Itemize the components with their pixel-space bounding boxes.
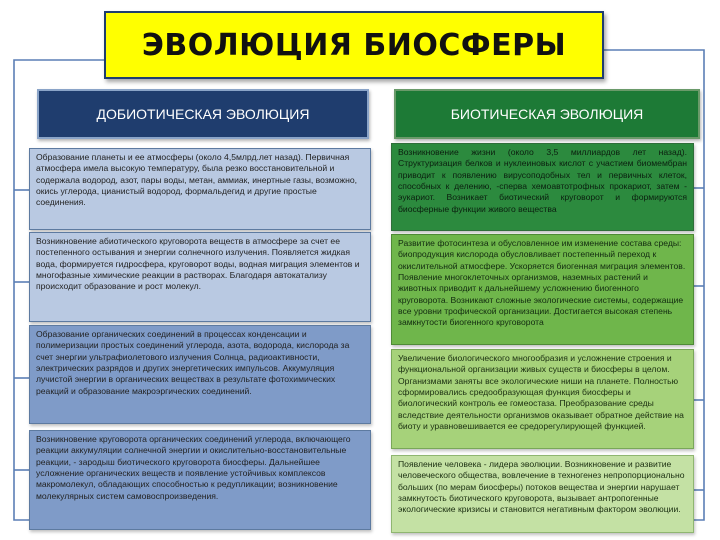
right-box-photosynthesis bbox=[391, 234, 694, 345]
right-box-biodiversity bbox=[391, 349, 694, 449]
title-box bbox=[104, 11, 604, 79]
right-box-text: Возникновение жизни (около 3,5 миллиардов лет назад). Структуризация белков и нуклеиновых кислот с участием биомембран приводит к появлению вирусоподобных тел и первичных клеток, способных к делению, -сперва хемоавтотрофных прокариот, затем - эукариот. Возникает биотический круговорот и формируются биосферные функции живого вещества bbox=[398, 147, 687, 214]
header-left-label: ДОБИОТИЧЕСКАЯ ЭВОЛЮЦИЯ bbox=[96, 106, 310, 122]
right-box-human-emergence bbox=[391, 455, 694, 533]
right-box-text: Развитие фотосинтеза и обусловленное им изменение состава среды: биопродукция кислорода обусловливает постепенный переход к окислительной атмосфере. Ускоряется биогенная миграция элементов. Появление многоклеточных организмов, наземных растений и животных приводит к дальнейшему усложнению биогенного круговорота. Возникают сложные экологические системы, содержащие все уровни трофической организации. Достигается высокая степень замкнутости биогенного круговорота bbox=[398, 238, 686, 328]
left-box-organic-compounds bbox=[29, 325, 371, 424]
right-box-text: Увеличение биологического многообразия и усложнение строения и функциональной организации живых существ и биосферы в целом. Организмами заняты все экологические ниши на планете. Полностью сформировались средообразующая функция биосферы и биологический контроль ее гомеостаза. Преобразование среды вследствие деятельности организмов оказывает обратное действие на биоту и уравновешивается ее средорегулирующей функцией. bbox=[398, 353, 684, 432]
left-box-text: Возникновение абиотического круговорота веществ в атмосфере за счет ее постепенного остывания и энергии солнечного излучения. Появляется жидкая вода, формируется гидросфера, круговорот воды, водная миграция элементов и многофазные химические реакции в растворах. Благодаря автокатализу происходит образование и рост молекул. bbox=[36, 236, 360, 292]
right-box-text: Появление человека - лидера эволюции. Возникновение и развитие человеческого общества, вовлечение в техногенез непропорционально больших (по мерам биосферы) потоков вещества и энергии нарушает замкнутость биотического круговорота, вызывает антропогенные экологические кризисы и становится негативным фактором эволюции. bbox=[398, 459, 685, 515]
right-box-origin-of-life bbox=[391, 143, 694, 231]
left-box-organic-cycle bbox=[29, 430, 371, 530]
left-box-text: Возникновение круговорота органических соединений углерода, включающего реакции аккумуляции солнечной энергии и окислительно-восстановительные реакции, - зародыш биотического круговорота биосферы. Дальнейшее усложнение органических веществ и появление устойчивых комплексов макромолекул, обладающих способностью к редупликации; возникновение молекулярных систем самовоспроизведения. bbox=[36, 434, 351, 501]
left-box-text: Образование планеты и ее атмосферы (около 4,5млрд.лет назад). Первичная атмосфера имела высокую температуру, была резко восстановительной и содержала водород, азот, пары воды, метан, аммиак, инертные газы, возможно, окись углерода, цианистый водород, формальдегид и другие простые соединения. bbox=[36, 152, 358, 208]
left-box-text: Образование органических соединений в процессах конденсации и полимеризации простых соединений углерода, азота, водорода, кислорода за счет энергии ультрафиолетового излучения Солнца, радиоактивности, электрических разрядов и других энергетических импульсов. Аккумуляция лучистой энергии в органических веществах в результате фотохимических реакций и образование макроэргических соединений. bbox=[36, 329, 350, 396]
left-box-planet-formation bbox=[29, 148, 371, 230]
header-prebiotic-evolution bbox=[37, 89, 369, 139]
page-title: ЭВОЛЮЦИЯ БИОСФЕРЫ bbox=[141, 27, 567, 63]
left-box-abiotic-cycle bbox=[29, 232, 371, 322]
header-right-label: БИОТИЧЕСКАЯ ЭВОЛЮЦИЯ bbox=[450, 106, 644, 122]
header-biotic-evolution bbox=[394, 89, 700, 139]
